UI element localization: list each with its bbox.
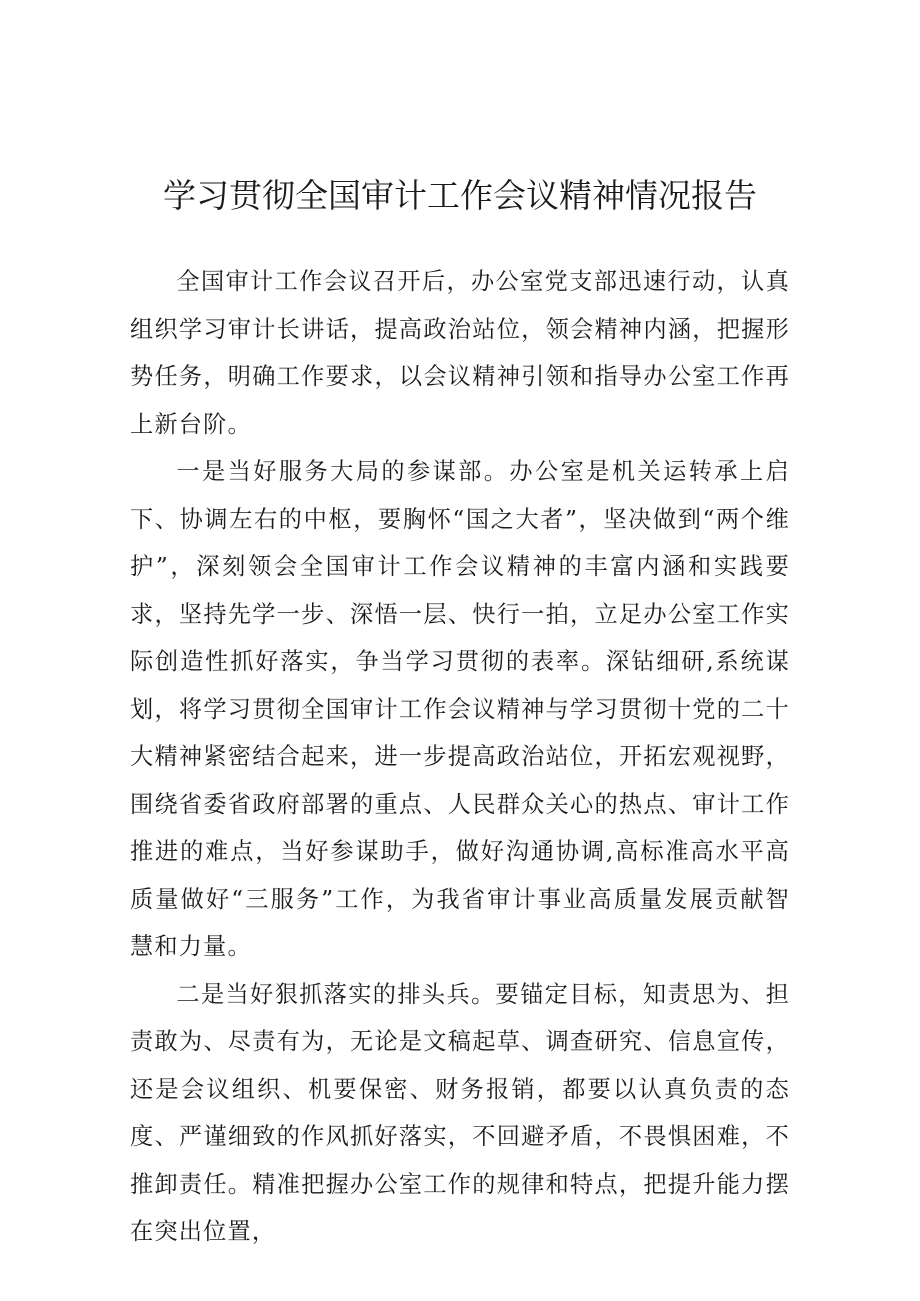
paragraph-point-one: 一是当好服务大局的参谋部。办公室是机关运转承上启下、协调左右的中枢，要胸怀“国之大者”，坚决做到“两个维护”，深刻领会全国审计工作会议精神的丰富内涵和实践要求，坚持先学一步、深悟一层、快行一拍，立足办公室工作实际创造性抓好落实，争当学习贯彻的表率。深钻细研,系统谋划，将学习贯彻全国审计工作会议精神与学习贯彻十党的二十大精神紧密结合起来，进一步提高政治站位，开拓宏观视野，围绕省委省政府部署的重点、人民群众关心的热点、审计工作推进的难点，当好参谋助手，做好沟通协调,高标准高水平高质量做好“三服务”工作，为我省审计事业高质量发展贡献智慧和力量。	[130, 458, 790, 960]
paragraph-point-two: 二是当好狠抓落实的排头兵。要锚定目标，知责思为、担责敢为、尽责有为，无论是文稿起草、调查研究、信息宣传，还是会议组织、机要保密、财务报销，都要以认真负责的态度、严谨细致的作风抓好落实，不回避矛盾，不畏惧困难，不推卸责任。精准把握办公室工作的规律和特点，把提升能力摆在突出位置，	[130, 980, 790, 1245]
document-title: 学习贯彻全国审计工作会议精神情况报告	[163, 176, 757, 215]
document-body	[130, 258, 790, 1256]
paragraph-intro: 全国审计工作会议召开后，办公室党支部迅速行动，认真组织学习审计长讲话，提高政治站位，领会精神内涵，把握形势任务，明确工作要求，以会议精神引领和指导办公室工作再上新台阶。	[130, 268, 790, 438]
